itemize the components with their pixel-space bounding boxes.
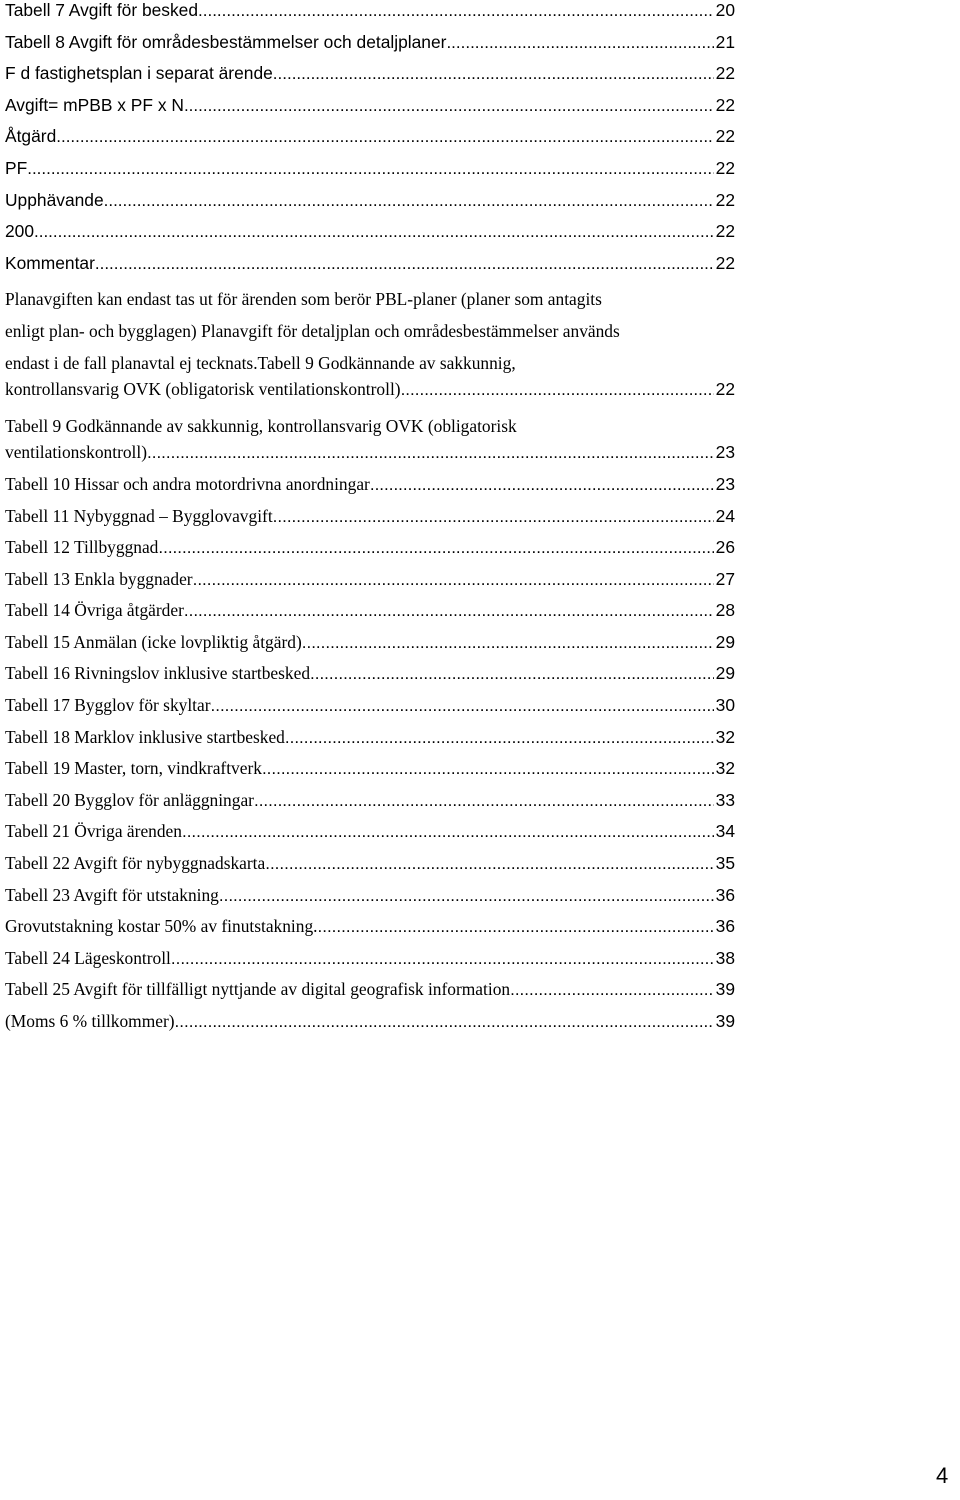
toc-bottom-section	[5, 474, 735, 1043]
toc-entry-page: 39	[715, 1011, 735, 1031]
plan-fee-paragraph	[5, 284, 735, 410]
dot-leader	[184, 96, 714, 116]
paragraph-line: enligt plan- och bygglagen) Planavgift för detaljplan och områdesbestämmelser används	[5, 320, 620, 341]
toc-entry[interactable]	[5, 758, 735, 790]
toc-entry[interactable]	[5, 0, 735, 32]
toc-entry-page: 27	[715, 568, 735, 589]
toc-entry[interactable]	[5, 885, 735, 917]
toc-entry-title: Tabell 24 Lägeskontroll	[5, 947, 171, 968]
toc-entry-title: Tabell 17 Bygglov för skyltar	[5, 695, 211, 716]
toc-entry-page: 32	[715, 726, 735, 747]
toc-entry-title: F d fastighetsplan i separat ärende	[5, 63, 273, 84]
toc-entry[interactable]	[5, 948, 735, 980]
toc-entry[interactable]	[5, 253, 735, 285]
toc-entry-title: Tabell 11 Nybyggnad – Bygglovavgift	[5, 505, 273, 526]
toc-entry-page: 22	[715, 126, 735, 147]
toc-entry-page: 22	[715, 379, 735, 400]
toc-entry-title: Tabell 19 Master, torn, vindkraftverk	[5, 758, 262, 779]
toc-entry-page: 22	[715, 221, 735, 242]
toc-entry[interactable]	[5, 821, 735, 853]
dot-leader	[510, 980, 714, 1000]
toc-entry[interactable]	[5, 600, 735, 632]
toc-entry[interactable]	[5, 632, 735, 664]
dot-leader	[34, 222, 714, 242]
dot-leader	[175, 1012, 714, 1032]
toc-entry-page: 22	[715, 157, 735, 178]
toc-entry-title: Tabell 20 Bygglov för anläggningar	[5, 789, 254, 810]
toc-entry-title: Tabell 8 Avgift för områdesbestämmelser och detaljplaner	[5, 31, 447, 52]
dot-leader	[254, 791, 714, 811]
toc-entry-page: 29	[715, 631, 735, 652]
toc-entry-title: 200	[5, 221, 35, 242]
dot-leader	[211, 696, 714, 716]
tabell9-entry[interactable]	[5, 411, 735, 474]
toc-entry-title: Tabell 10 Hissar och andra motordrivna anordningar	[5, 473, 370, 494]
toc-entry-title: Avgift= mPBB x PF x N	[5, 94, 184, 115]
toc-entry[interactable]	[5, 695, 735, 727]
toc-top-section	[5, 0, 735, 284]
table-of-contents	[5, 0, 735, 1043]
toc-entry[interactable]	[5, 158, 735, 190]
dot-leader	[171, 949, 714, 969]
toc-entry-title: Tabell 13 Enkla byggnader	[5, 568, 193, 589]
toc-entry-title: PF	[5, 157, 28, 178]
toc-entry-title: Upphävande	[5, 189, 104, 210]
toc-entry[interactable]	[5, 221, 735, 253]
toc-entry-title: ventilationskontroll)	[5, 442, 148, 463]
dot-leader	[273, 507, 714, 527]
toc-entry-page: 38	[715, 947, 735, 968]
toc-entry-title: Åtgärd	[5, 126, 57, 147]
dot-leader	[370, 475, 714, 495]
dot-leader	[147, 443, 714, 463]
toc-entry-title: Tabell 14 Övriga åtgärder	[5, 600, 184, 621]
toc-entry[interactable]	[5, 663, 735, 695]
toc-entry[interactable]	[5, 916, 735, 948]
toc-entry-page: 23	[715, 442, 735, 463]
toc-entry[interactable]	[5, 32, 735, 64]
dot-leader	[302, 633, 714, 653]
toc-entry-page: 22	[715, 63, 735, 84]
toc-entry-title: Tabell 21 Övriga ärenden	[5, 821, 182, 842]
toc-entry[interactable]	[5, 790, 735, 822]
toc-entry-page: 24	[715, 505, 735, 526]
dot-leader	[182, 822, 714, 842]
toc-entry[interactable]	[5, 569, 735, 601]
toc-entry-title: Tabell 7 Avgift för besked	[5, 0, 199, 20]
dot-leader	[310, 664, 714, 684]
toc-entry[interactable]	[5, 63, 735, 95]
toc-entry[interactable]	[5, 126, 735, 158]
paragraph-line: Planavgiften kan endast tas ut för ärenden som berör PBL-planer (planer som antagits	[5, 289, 602, 310]
dot-leader	[198, 1, 714, 21]
toc-entry[interactable]	[5, 1011, 735, 1043]
toc-entry-page: 22	[715, 189, 735, 210]
dot-leader	[219, 886, 714, 906]
dot-leader	[27, 159, 713, 179]
dot-leader	[285, 728, 714, 748]
toc-entry-page: 22	[715, 94, 735, 115]
toc-entry[interactable]	[5, 979, 735, 1011]
paragraph-line: endast i de fall planavtal ej tecknats.Tabell 9 Godkännande av sakkunnig,	[5, 352, 516, 373]
page-number: 4	[936, 1463, 949, 1488]
toc-entry-page: 34	[715, 821, 735, 842]
toc-entry-page: 39	[715, 979, 735, 1000]
toc-entry-title: Kommentar	[5, 252, 95, 273]
toc-entry-page: 28	[715, 600, 735, 621]
toc-entry-title: Tabell 23 Avgift för utstakning	[5, 884, 219, 905]
toc-entry-page: 36	[715, 916, 735, 937]
toc-entry-title: Grovutstakning kostar 50% av finutstakning.	[5, 916, 318, 937]
toc-entry-title: Tabell 15 Anmälan (icke lovpliktig åtgärd)	[5, 631, 302, 652]
toc-entry[interactable]	[5, 95, 735, 127]
toc-entry-page: 23	[715, 473, 735, 494]
toc-entry-title: Tabell 22 Avgift för nybyggnadskarta	[5, 853, 266, 874]
toc-entry-page: 20	[715, 0, 735, 20]
toc-entry-page: 32	[715, 758, 735, 779]
toc-entry[interactable]	[5, 474, 735, 506]
toc-entry-title-line: Tabell 9 Godkännande av sakkunnig, kontrollansvarig OVK (obligatorisk	[5, 415, 517, 436]
dot-leader	[104, 191, 714, 211]
toc-entry-page: 26	[715, 537, 735, 558]
toc-entry[interactable]	[5, 853, 735, 885]
toc-entry-page: 30	[715, 695, 735, 716]
toc-entry-title: Tabell 25 Avgift för tillfälligt nyttjande av digital geografisk information	[5, 979, 511, 1000]
toc-entry-page: 33	[715, 789, 735, 810]
dot-leader	[318, 917, 714, 937]
toc-entry-page: 22	[715, 252, 735, 273]
toc-entry-title: Tabell 18 Marklov inklusive startbesked	[5, 726, 285, 747]
toc-entry-title: Tabell 16 Rivningslov inklusive startbesked	[5, 663, 311, 684]
toc-entry-title: Tabell 12 Tillbyggnad	[5, 537, 159, 558]
toc-entry[interactable]	[5, 727, 735, 759]
toc-entry-page: 21	[715, 31, 735, 52]
dot-leader	[193, 570, 714, 590]
dot-leader	[95, 254, 714, 274]
dot-leader	[262, 759, 714, 779]
dot-leader	[184, 601, 714, 621]
dot-leader	[265, 854, 713, 874]
dot-leader	[401, 380, 714, 400]
toc-entry[interactable]	[5, 506, 735, 538]
toc-entry[interactable]	[5, 379, 735, 411]
dot-leader	[158, 538, 713, 558]
dot-leader	[273, 64, 714, 84]
toc-entry[interactable]	[5, 537, 735, 569]
dot-leader	[446, 33, 713, 53]
toc-entry[interactable]	[5, 442, 735, 474]
dot-leader	[56, 127, 713, 147]
toc-entry[interactable]	[5, 190, 735, 222]
toc-entry-page: 36	[715, 884, 735, 905]
toc-entry-title: (Moms 6 % tillkommer)	[5, 1011, 175, 1031]
toc-entry-title: kontrollansvarig OVK (obligatorisk ventilationskontroll)	[5, 379, 401, 400]
toc-entry-page: 29	[715, 663, 735, 684]
toc-entry-page: 35	[715, 853, 735, 874]
